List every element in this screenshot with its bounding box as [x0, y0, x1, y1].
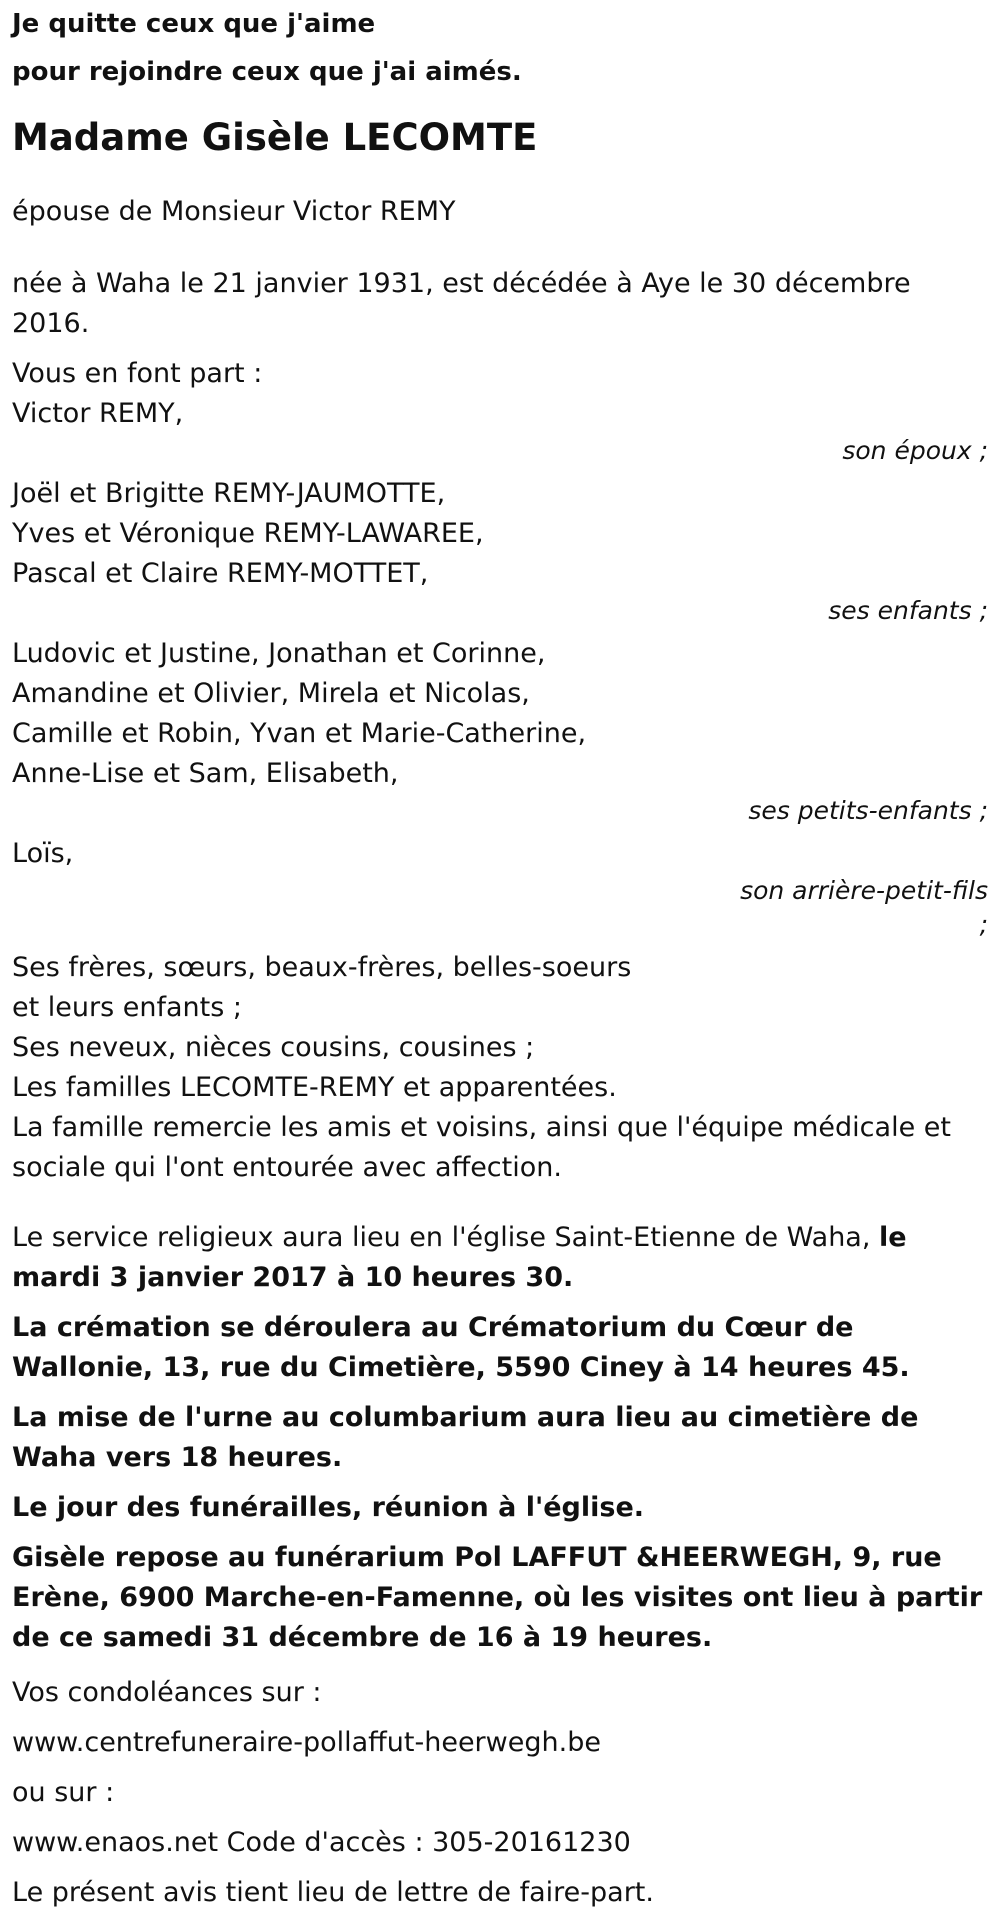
relation-label: ses petits-enfants ; [748, 796, 988, 825]
visits-info: Gisèle repose au funérarium Pol LAFFUT &HEERWEGH, 9, rue Erène, 6900 Marche-en-Famenne, où les visites ont lieu à partir de ce samedi 31 décembre de 16 à 19 heures. [12, 1542, 983, 1653]
other-relatives-line: Ses frères, sœurs, beaux-frères, belles-soeurs [12, 952, 632, 983]
condolences-block [12, 1668, 988, 1918]
other-relatives-line: Ses neveux, nièces cousins, cousines ; [12, 1032, 535, 1063]
other-relatives [12, 948, 988, 1188]
other-relatives-line: et leurs enfants ; [12, 992, 242, 1023]
spouse-line: épouse de Monsieur Victor REMY [12, 196, 456, 227]
service-date: le mardi 3 janvier 2017 à 10 heures 30. [12, 1222, 907, 1293]
urn-info: La mise de l'urne au columbarium aura lieu au cimetière de Waha vers 18 heures. [12, 1402, 919, 1473]
closing-note: Le présent avis tient lieu de lettre de faire-part. [12, 1877, 654, 1908]
family-name-line: Ludovic et Justine, Jonathan et Corinne, [12, 638, 546, 669]
family-name-line: Amandine et Olivier, Mirela et Nicolas, [12, 678, 530, 709]
relation-group-grandchildren [12, 634, 988, 828]
family-name-line: Pascal et Claire REMY-MOTTET, [12, 558, 429, 589]
family-name-line: Loïs, [12, 838, 74, 869]
service-info [12, 1218, 988, 1298]
epigraph-line-2: pour rejoindre ceux que j'ai aimés. [12, 57, 522, 87]
condolences-site-2: www.enaos.net Code d'accès : 305-20161230 [12, 1827, 631, 1858]
relation-label-end: ; [979, 910, 988, 939]
family-name-line: Anne-Lise et Sam, Elisabeth, [12, 758, 399, 789]
relation-group-great-grandchild [12, 834, 988, 942]
cremation-info: La crémation se déroulera au Crématorium du Cœur de Wallonie, 13, rue du Cimetière, 5590 Ciney à 14 heures 45. [12, 1312, 910, 1383]
other-relatives-line: Les familles LECOMTE-REMY et apparentées. [12, 1072, 617, 1103]
condolences-or: ou sur : [12, 1777, 115, 1808]
relation-group-children [12, 474, 988, 628]
announcers-intro: Vous en font part : [12, 358, 263, 389]
condolences-intro: Vos condoléances sur : [12, 1677, 322, 1708]
relation-label: ses enfants ; [828, 596, 988, 625]
gathering-info: Le jour des funérailles, réunion à l'église. [12, 1492, 645, 1523]
condolences-site-1: www.centrefuneraire-pollaffut-heerwegh.be [12, 1727, 601, 1758]
family-name-line: Camille et Robin, Yvan et Marie-Catherine, [12, 718, 587, 749]
family-name-line: Joël et Brigitte REMY-JAUMOTTE, [12, 478, 446, 509]
family-name-line: Yves et Véronique REMY-LAWAREE, [12, 518, 484, 549]
service-text: Le service religieux aura lieu en l'église Saint-Etienne de Waha, [12, 1222, 880, 1253]
relation-label: son arrière-petit-fils [740, 876, 988, 905]
family-name-line: Victor REMY, [12, 398, 184, 429]
epigraph-line-1: Je quitte ceux que j'aime [12, 9, 376, 39]
relation-group-spouse [12, 394, 988, 468]
relation-label: son époux ; [842, 436, 988, 465]
thanks-text: La famille remercie les amis et voisins, ainsi que l'équipe médicale et sociale qui l'ont entourée avec affection. [12, 1112, 951, 1183]
deceased-name: Madame Gisèle LECOMTE [12, 116, 538, 159]
birth-death-line: née à Waha le 21 janvier 1931, est décédée à Aye le 30 décembre 2016. [12, 268, 911, 339]
